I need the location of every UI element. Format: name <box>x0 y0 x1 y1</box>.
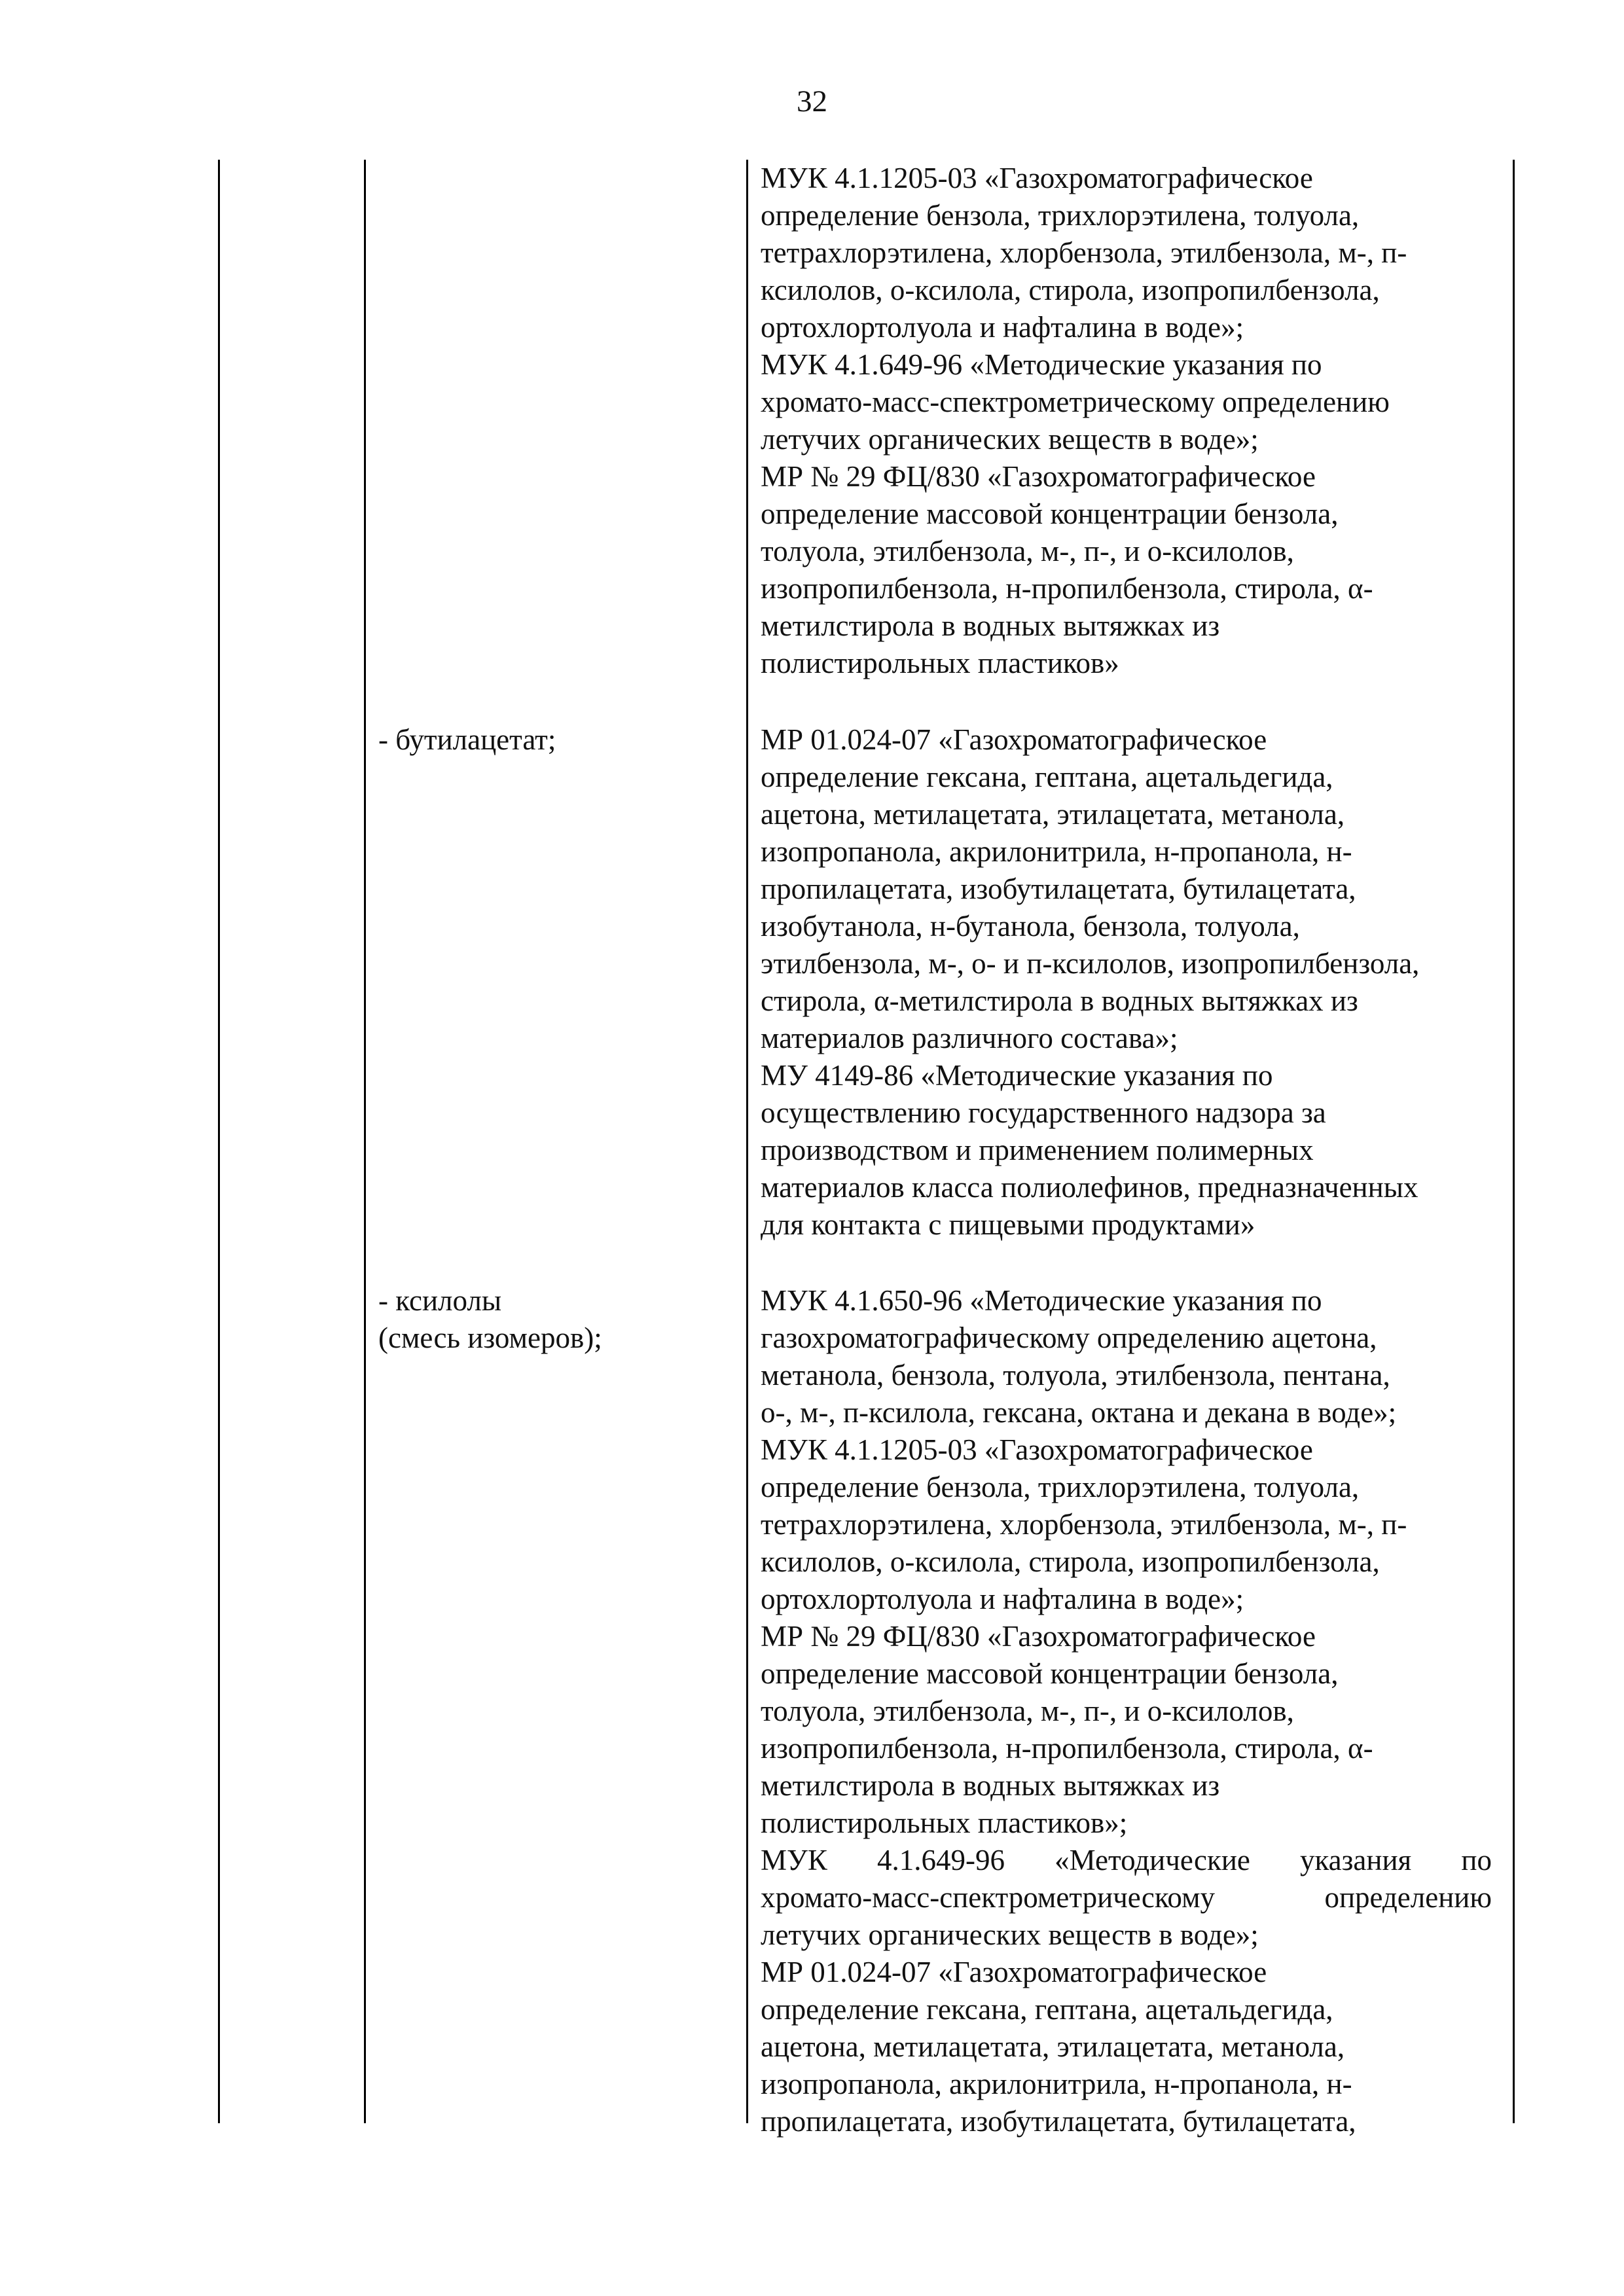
word: указания <box>1299 1844 1412 1876</box>
table-column-divider-2 <box>746 160 748 2123</box>
substance-name: - бутилацетат; <box>378 723 556 756</box>
text-line: МР 01.024-07 «Газохроматографическое <box>761 1956 1267 1988</box>
text-line: МР № 29 ФЦ/830 «Газохроматографическое <box>761 460 1316 493</box>
word: «Методические <box>1055 1844 1250 1876</box>
justified-text-line <box>761 1842 1492 1879</box>
text-line: этилбензола, м-, о- и п-ксилолов, изопропилбензола, <box>761 947 1420 980</box>
text-line: материалов класса полиолефинов, предназначенных <box>761 1171 1418 1204</box>
text-line: производством и применением полимерных <box>761 1134 1314 1166</box>
word: хромато-масс-спектрометрическому <box>761 1881 1216 1914</box>
text-line: изопропанола, акрилонитрила, н-пропанола, н- <box>761 835 1352 868</box>
text-line: пропилацетата, изобутилацетата, бутилацетата, <box>761 2105 1356 2138</box>
text-line: определение массовой концентрации бензола, <box>761 1657 1339 1690</box>
page-number: 32 <box>797 84 827 118</box>
text-line: определение гексана, гептана, ацетальдегида, <box>761 1993 1333 2026</box>
text-line: тетрахлорэтилена, хлорбензола, этилбензола, м-, п- <box>761 236 1407 269</box>
text-line: полистирольных пластиков» <box>761 647 1119 679</box>
word: определению <box>1324 1881 1492 1914</box>
text-line: определение бензола, трихлорэтилена, толуола, <box>761 1471 1360 1503</box>
table-column-divider-1 <box>364 160 366 2123</box>
text-line: пропилацетата, изобутилацетата, бутилацетата, <box>761 872 1356 905</box>
text-line: МУК 4.1.650-96 «Методические указания по <box>761 1284 1322 1317</box>
text-line: полистирольных пластиков»; <box>761 1806 1128 1839</box>
text-line: МУК 4.1.1205-03 «Газохроматографическое <box>761 1433 1313 1466</box>
table-border-right <box>1513 160 1515 2123</box>
text-line: ортохлортолуола и нафталина в воде»; <box>761 311 1244 344</box>
text-line: МУК 4.1.649-96 «Методические указания по <box>761 348 1322 381</box>
methods-cell-xylenes <box>761 1282 1492 2140</box>
text-line: толуола, этилбензола, м-, п-, и о-ксилолов, <box>761 535 1294 567</box>
table-border-left <box>218 160 220 2123</box>
substance-note: (смесь изомеров); <box>378 1321 602 1354</box>
text-line: для контакта с пищевыми продуктами» <box>761 1208 1255 1241</box>
word: по <box>1461 1844 1492 1876</box>
text-line: толуола, этилбензола, м-, п-, и о-ксилолов, <box>761 1695 1294 1727</box>
text-line: ацетона, метилацетата, этилацетата, метанола, <box>761 2030 1345 2063</box>
methods-cell-butyl-acetate <box>761 721 1419 1244</box>
text-line: газохроматографическому определению ацетона, <box>761 1321 1377 1354</box>
substance-name: - ксилолы <box>378 1284 502 1317</box>
text-line: метилстирола в водных вытяжках из <box>761 1769 1220 1802</box>
text-line: МР № 29 ФЦ/830 «Газохроматографическое <box>761 1620 1316 1653</box>
justified-text-line <box>761 1879 1492 1916</box>
text-line: материалов различного состава»; <box>761 1022 1178 1054</box>
text-line: определение гексана, гептана, ацетальдегида, <box>761 761 1333 793</box>
text-line: изопропилбензола, н-пропилбензола, стирола, α- <box>761 572 1373 605</box>
text-line: о-, м-, п-ксилола, гексана, октана и декана в воде»; <box>761 1396 1397 1429</box>
text-line: изопропанола, акрилонитрила, н-пропанола, н- <box>761 2068 1352 2100</box>
text-line: стирола, α-метилстирола в водных вытяжках из <box>761 984 1358 1017</box>
text-line: летучих органических веществ в воде»; <box>761 423 1259 456</box>
text-line: летучих органических веществ в воде»; <box>761 1918 1259 1951</box>
substance-cell-butyl-acetate <box>378 721 556 759</box>
text-line: осуществлению государственного надзора за <box>761 1096 1326 1129</box>
text-line: определение массовой концентрации бензола, <box>761 497 1339 530</box>
text-line: МУ 4149-86 «Методические указания по <box>761 1059 1273 1092</box>
word: МУК <box>761 1844 827 1876</box>
text-line: тетрахлорэтилена, хлорбензола, этилбензола, м-, п- <box>761 1508 1407 1541</box>
text-line: определение бензола, трихлорэтилена, толуола, <box>761 199 1360 232</box>
text-line: МУК 4.1.1205-03 «Газохроматографическое <box>761 162 1313 194</box>
methods-cell-benzene-group <box>761 160 1407 682</box>
text-line: изопропилбензола, н-пропилбензола, стирола, α- <box>761 1732 1373 1765</box>
text-line: ксилолов, о-ксилола, стирола, изопропилбензола, <box>761 274 1380 306</box>
text-line: метилстирола в водных вытяжках из <box>761 609 1220 642</box>
text-line: ортохлортолуола и нафталина в воде»; <box>761 1583 1244 1615</box>
text-line: изобутанола, н-бутанола, бензола, толуола, <box>761 910 1300 942</box>
text-line: хромато-масс-спектрометрическому определению <box>761 386 1390 418</box>
text-line: ксилолов, о-ксилола, стирола, изопропилбензола, <box>761 1545 1380 1578</box>
text-line: МР 01.024-07 «Газохроматографическое <box>761 723 1267 756</box>
word: 4.1.649-96 <box>877 1844 1005 1876</box>
substance-cell-xylenes <box>378 1282 602 1357</box>
text-line: метанола, бензола, толуола, этилбензола, пентана, <box>761 1359 1390 1391</box>
text-line: ацетона, метилацетата, этилацетата, метанола, <box>761 798 1345 831</box>
